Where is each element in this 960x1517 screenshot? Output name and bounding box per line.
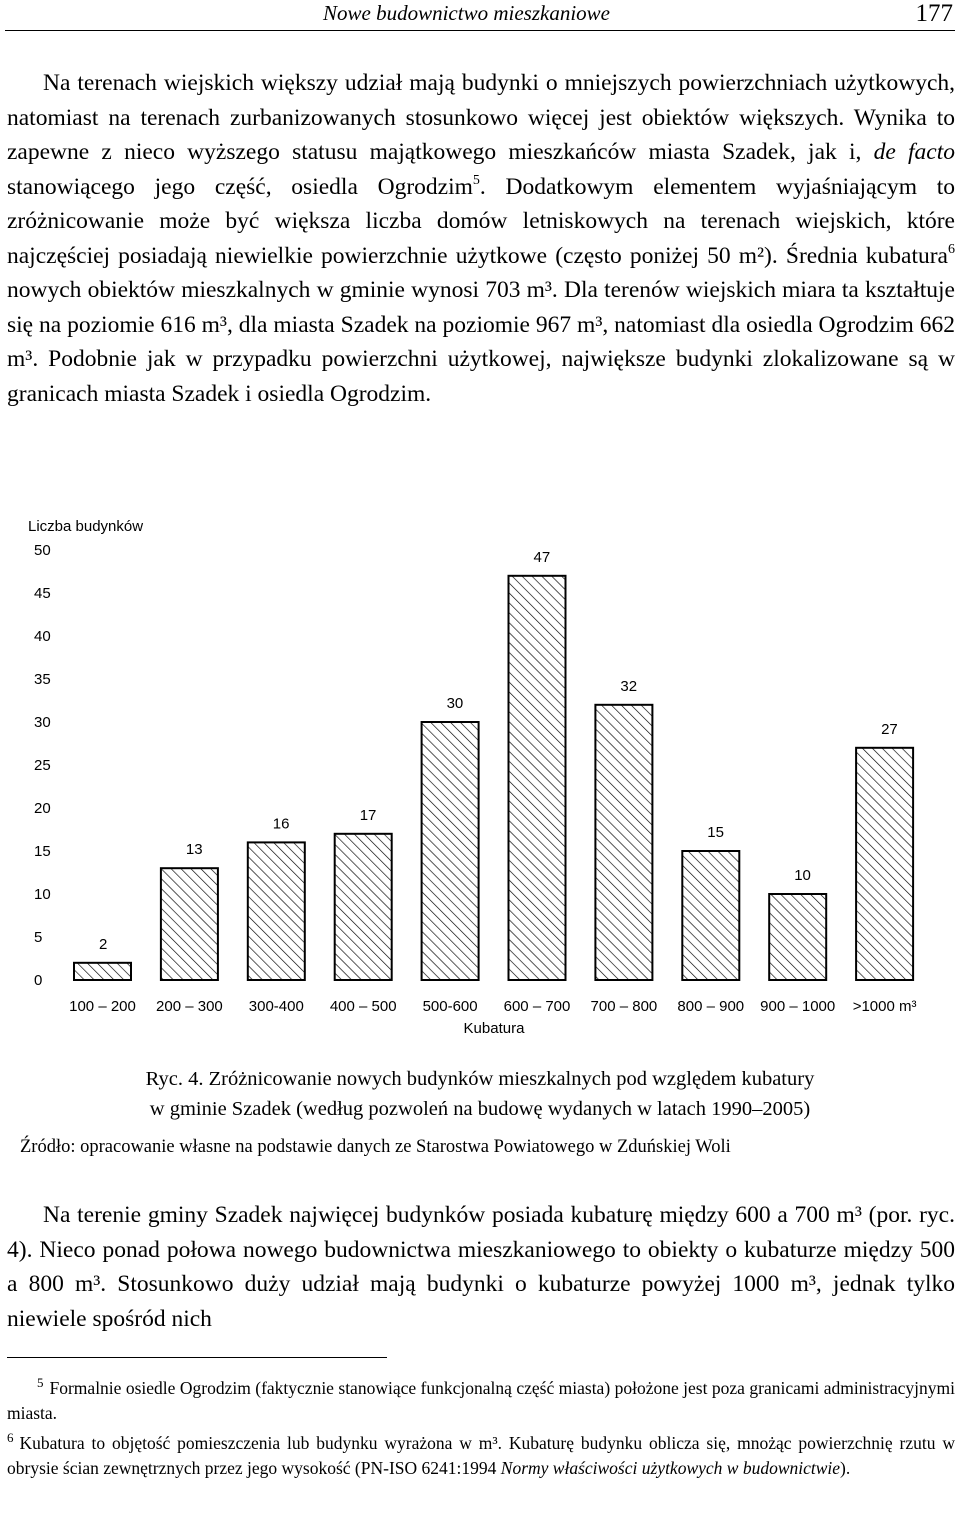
p1-text-b: stanowiącego jego część, osiedla Ogrodzim [7,173,473,200]
p1-text-d: nowych obiektów mieszkalnych w gminie wynosi 703 m³. Dla terenów wiejskich miara ta kształtuje się na poziomie 616 m³, dla miasta Szadek na poziomie 967 m³, natomiast dla osiedla Ogrodzim 662 m³. Podobnie jak w przypadku powierzchni użytkowej, największe budynki zlokalizowane są w granicach miasta Szadek i osiedla Ogrodzim. [7,277,955,407]
y-tick-label: 50 [34,542,51,559]
figure-source: Źródło: opracowanie własne na podstawie danych ze Starostwa Powiatowego w Zduńskiej Woli [20,1137,731,1157]
running-header [5,0,955,31]
x-tick-label: 600 – 700 [503,998,571,1015]
x-tick-label: 200 – 300 [156,998,223,1015]
y-tick-labels [34,542,51,989]
bar [595,705,652,980]
bar-value-label: 27 [881,720,898,738]
bar [335,834,392,980]
bar-value-label: 2 [99,935,108,953]
page-number: 177 [915,0,953,27]
x-axis-label: Kubatura [463,1020,525,1037]
paragraph-1 [7,66,955,411]
footnote-ref-6[interactable]: 6 [948,241,955,257]
x-tick-label: 100 – 200 [69,998,136,1015]
y-tick-label: 45 [34,585,51,602]
bar-value-label: 47 [533,548,551,566]
y-tick-label: 35 [34,671,51,688]
y-tick-label: 20 [34,800,51,817]
bar-value-label: 16 [272,815,290,833]
bar [856,748,913,980]
y-tick-label: 40 [34,628,51,645]
footnote-6-text: Kubatura to objętość pomieszczenia lub budynku wyrażona w m³. Kubaturę budynku oblicza się, mnożąc powierzchnię rzutu w obrysie ścian zewnętrznych przez jego wysokość (PN-ISO 6241:1994 [7,1433,955,1478]
paragraph-2: Na terenie gminy Szadek najwięcej budynków posiada kubaturę między 600 a 700 m³ (por. ryc. 4). Nieco ponad połowa nowego budownictwa mieszkaniowego to obiekty o kubaturze między 500 a 800 m³. Stosunkowo duży udział mają budynki o kubaturze powyżej 1000 m³, jednak tylko niewiele spośród nich [7,1202,955,1332]
footnote-5-text: Formalnie osiedle Ogrodzim (faktycznie stanowiące funkcjonalną część miasta) położone jest poza granicami administracyjnymi miasta. [7,1378,955,1423]
bar-value-label: 17 [359,806,377,824]
running-title: Nowe budownictwo mieszkaniowe [323,1,610,25]
footnote-6-italic: Normy właściwości użytkowych w budownictwie [500,1458,841,1478]
bar-value-label: 32 [620,677,638,695]
bar-value-label: 13 [185,841,203,859]
bars [74,549,913,980]
y-axis-label: Liczba budynków [28,518,144,535]
bar-value-label: 15 [707,824,724,841]
footnote-5-number: 5 [37,1375,44,1390]
x-tick-labels [69,998,916,1015]
y-tick-label: 30 [34,714,51,731]
x-tick-label: 500-600 [422,998,478,1015]
y-tick-label: 10 [34,886,51,903]
x-tick-label: 800 – 900 [677,998,745,1015]
p1-text-a: Na terenach wiejskich większy udział mają budynki o mniejszych powierzchniach użytkowych, natomiast na terenach zurbanizowanych stosunkowo więcej jest obiektów większych. Wynika to zapewne z nieco wyższego statusu majątkowego mieszkańców miasta Szadek, jak i, [7,70,955,165]
y-tick-label: 25 [34,757,51,774]
footnote-6-number: 6 [7,1430,14,1445]
x-tick-label: 700 – 800 [590,998,658,1015]
x-tick-label: 900 – 1000 [760,998,836,1015]
bar [422,722,479,980]
figure-caption-line-1: Ryc. 4. Zróżnicowanie nowych budynków mieszkalnych pod względem kubatury [145,1068,815,1090]
p1-italic: de facto [873,139,956,165]
footnote-divider [7,1357,387,1358]
y-tick-label: 0 [34,972,43,989]
p1-text-c: . Dodatkowym elementem wyjaśniającym to zróżnicowanie może być większa liczba domów letniskowych na terenach wiejskich, które najczęściej posiadają niewielkie powierzchnie użytkowe (często poniżej 50 m²). Średnia kubatura [7,173,955,269]
footnote-6 [7,1431,955,1481]
x-tick-label: >1000 m³ [852,998,917,1015]
bar [161,868,218,980]
bar [769,894,826,980]
y-tick-label: 5 [34,929,43,946]
footnote-5 [7,1376,955,1426]
y-tick-label: 15 [34,843,51,860]
footnote-ref-5[interactable]: 5 [472,172,480,188]
bar-value-label: 30 [446,695,464,712]
bar-value-label: 10 [794,867,811,884]
bar [248,842,305,980]
x-tick-label: 400 – 500 [329,998,397,1015]
bar-chart [0,510,960,1040]
bar [682,851,739,980]
x-tick-label: 300-400 [248,998,304,1015]
figure-caption-line-2: w gminie Szadek (według pozwoleń na budowę wydanych w latach 1990–2005) [149,1098,811,1120]
bar [74,963,131,980]
bar [509,576,566,980]
footnote-6-end: ). [840,1458,851,1478]
